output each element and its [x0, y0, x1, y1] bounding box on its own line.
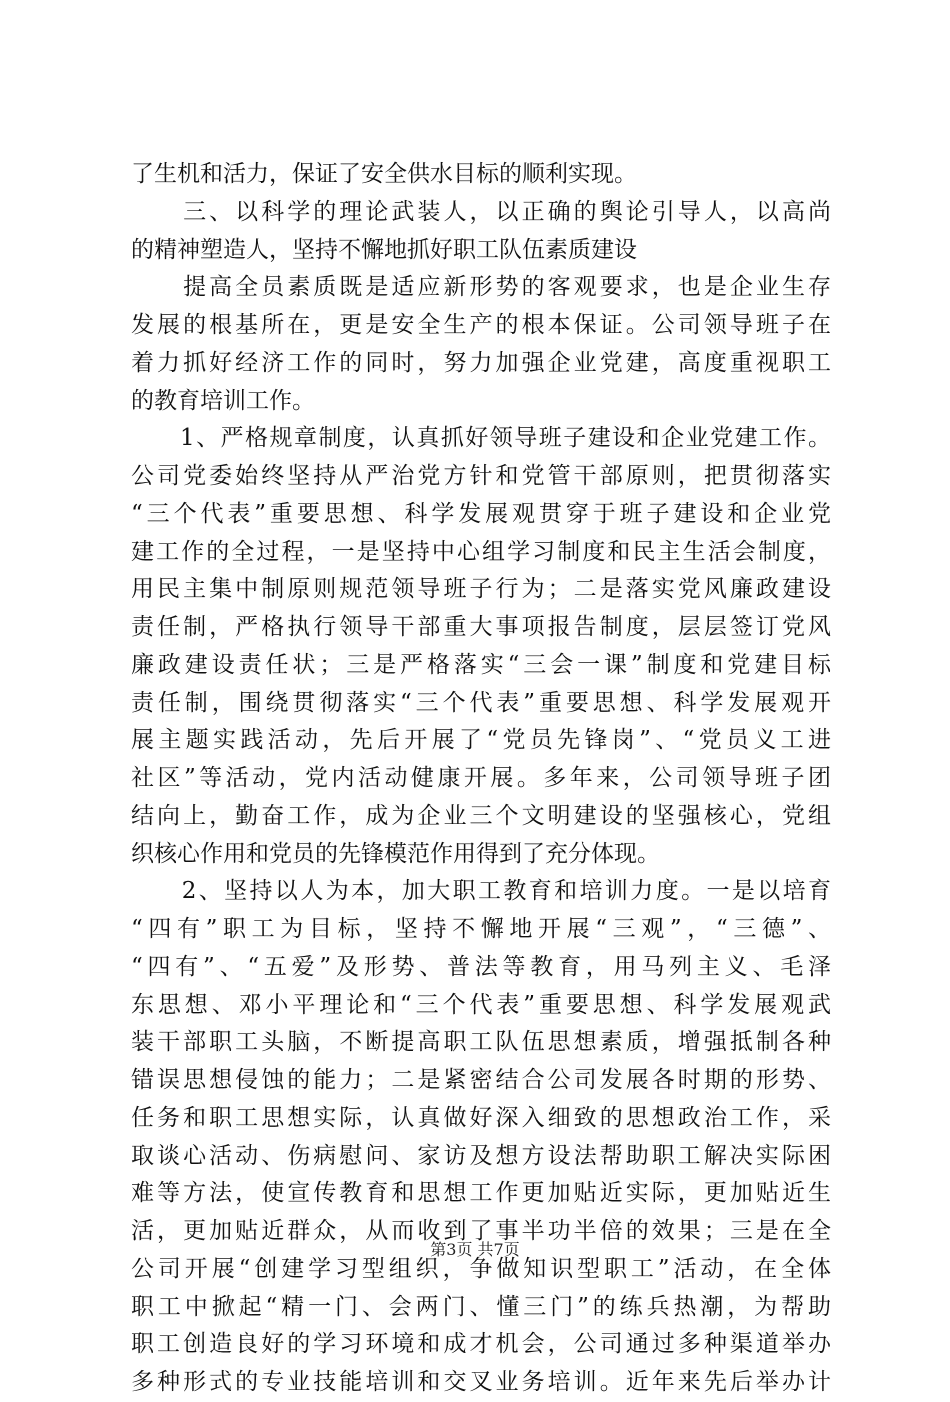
- text-line: 了生机和活力，保证了安全供水目标的顺利实现。: [131, 161, 637, 187]
- text-line: “四有”职工为目标，坚持不懈地开展“三观”，“三德”、: [131, 916, 831, 942]
- text-line: 多种形式的专业技能培训和交叉业务培训。近年来先后举办计: [131, 1369, 831, 1395]
- text-line: “四有”、“五爱”及形势、普法等教育，用马列主义、毛泽: [131, 953, 831, 980]
- text-line: 三、以科学的理论武装人，以正确的舆论引导人，以高尚: [131, 198, 831, 225]
- text-line: 取谈心活动、伤病慰问、家访及想方设法帮助职工解决实际困: [131, 1142, 831, 1169]
- text-line: 的精神塑造人，坚持不懈地抓好职工队伍素质建设: [131, 236, 637, 263]
- text-line: 任务和职工思想实际，认真做好深入细致的思想政治工作，采: [131, 1104, 831, 1131]
- text-line: 织核心作用和党员的先锋模范作用得到了充分体现。: [131, 840, 660, 867]
- text-line: 廉政建设责任状；三是严格落实“三会一课”制度和党建目标: [131, 651, 831, 678]
- text-line: 1、严格规章制度，认真抓好领导班子建设和企业党建工作。: [131, 425, 831, 452]
- text-line: 职工创造良好的学习环境和成才机会，公司通过多种渠道举办: [131, 1331, 831, 1358]
- text-line: 建工作的全过程，一是坚持中心组学习制度和民主生活会制度，: [131, 538, 831, 565]
- text-line: 的教育培训工作。: [131, 387, 315, 414]
- text-line: 发展的根基所在，更是安全生产的根本保证。公司领导班子在: [131, 312, 831, 338]
- text-line: 难等方法，使宣传教育和思想工作更加贴近实际，更加贴近生: [131, 1180, 831, 1207]
- text-line: 2、坚持以人为本，加大职工教育和培训力度。一是以培育: [131, 878, 831, 905]
- text-line: 东思想、邓小平理论和“三个代表”重要思想、科学发展观武: [131, 991, 831, 1018]
- text-line: 活，更加贴近群众，从而收到了事半功半倍的效果；三是在全: [131, 1218, 831, 1244]
- text-line: “三个代表”重要思想、科学发展观贯穿于班子建设和企业党: [131, 500, 831, 527]
- text-line: 提高全员素质既是适应新形势的客观要求，也是企业生存: [131, 274, 831, 301]
- body-text: [131, 156, 831, 1402]
- text-line: 着力抓好经济工作的同时，努力加强企业党建，高度重视职工: [131, 349, 831, 376]
- text-line: 装干部职工头脑，不断提高职工队伍思想素质，增强抵制各种: [131, 1029, 831, 1056]
- text-line: 公司党委始终坚持从严治党方针和党管干部原则，把贯彻落实: [131, 463, 831, 489]
- page-footer: 第3页 共7页: [430, 1240, 520, 1259]
- text-line: 用民主集中制原则规范领导班子行为；二是落实党风廉政建设: [131, 576, 831, 603]
- text-line: 职工中掀起“精一门、会两门、懂三门”的练兵热潮，为帮助: [131, 1293, 831, 1320]
- text-line: 社区”等活动，党内活动健康开展。多年来，公司领导班子团: [131, 765, 831, 791]
- text-line: 责任制，严格执行领导干部重大事项报告制度，层层签订党风: [131, 614, 831, 640]
- text-line: 公司开展“创建学习型组织，争做知识型职工”活动，在全体: [131, 1255, 831, 1282]
- text-line: 错误思想侵蚀的能力；二是紧密结合公司发展各时期的形势、: [131, 1067, 831, 1093]
- text-line: 责任制，围绕贯彻落实“三个代表”重要思想、科学发展观开: [131, 689, 831, 716]
- text-line: 展主题实践活动，先后开展了“党员先锋岗”、“党员义工进: [131, 727, 831, 754]
- text-line: 结向上，勤奋工作，成为企业三个文明建设的坚强核心，党组: [131, 802, 831, 829]
